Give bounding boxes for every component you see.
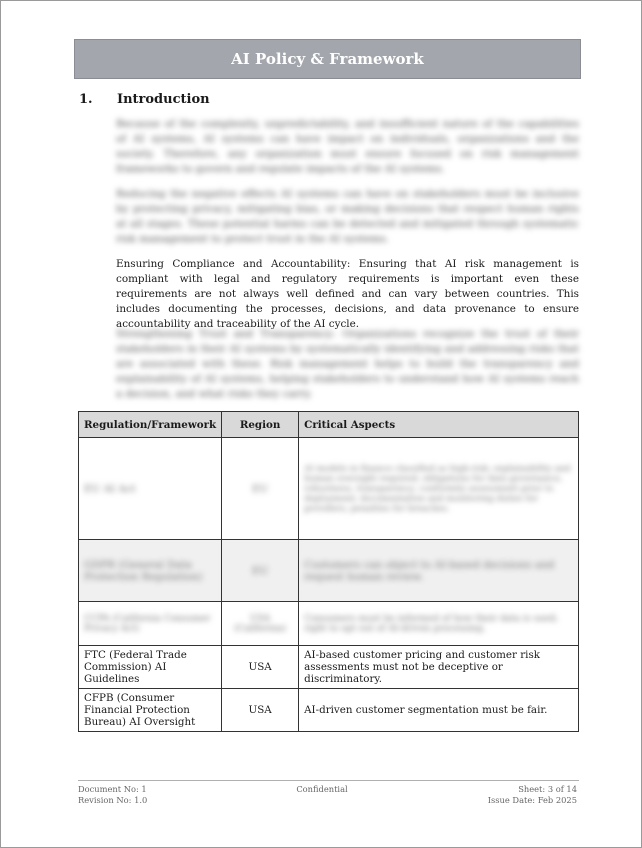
cell-aspects: Consumers must be informed of how their data is used; right to opt out of AI-driven processing. [299, 602, 579, 646]
regulation-table [78, 411, 579, 732]
footer-right [488, 784, 577, 806]
document-title: AI Policy & Framework [231, 50, 424, 68]
paragraph-blurred-3: Strengthening Trust and Transparency: Organizations recognize the trust of their stakeholders in their AI systems by systematically identifying and addressing risks that are associated with these. Risk management helps to build the transparency and explainability of AI systems, helping stakeholders to understand how AI systems reach a decision, and what risks they carry. [116, 328, 579, 400]
cell-framework: EU AI Act [79, 438, 222, 540]
table-row [79, 689, 579, 732]
header-aspects: Critical Aspects [299, 412, 579, 438]
title-banner [74, 39, 581, 79]
cell-region: USA [222, 646, 299, 689]
issue-date: Issue Date: Feb 2025 [487, 795, 577, 805]
paragraph-compliance: Ensuring Compliance and Accountability: Ensuring that AI risk management is compliant with legal and regulatory requirements is important even these requirements are not always well defined and can vary between countries. This includes documenting the processes, decisions, and data provenance to ensure accountability and traceability of the AI cycle. [116, 258, 579, 330]
classification-label: Confidential [296, 784, 348, 794]
footer-divider [78, 780, 579, 781]
cell-aspects: AI-based customer pricing and customer risk assessments must not be deceptive or discriminatory. [299, 646, 579, 689]
cell-region: EU [222, 438, 299, 540]
revision-number: Revision No: 1.0 [78, 795, 148, 805]
paragraph-blurred-1: Because of the complexity, unpredictability, and insufficient nature of the capabilities of AI systems, AI systems can have impact on individuals, organizations and the society. Therefore, any organization must ensure focused on risk management frameworks to govern and regulate impacts of the AI systems. [116, 118, 579, 175]
document-number: Document No: 1 [78, 784, 147, 794]
section-heading [79, 92, 210, 107]
cell-region: USA (California) [222, 602, 299, 646]
table-row [79, 438, 579, 540]
cell-aspects: Customers can object to AI-based decisions and request human review. [299, 540, 579, 602]
cell-framework: FTC (Federal Trade Commission) AI Guidelines [79, 646, 222, 689]
cell-framework: GDPR (General Data Protection Regulation) [79, 540, 222, 602]
table-row [79, 646, 579, 689]
table-header-row [79, 412, 579, 438]
header-framework: Regulation/Framework [79, 412, 222, 438]
cell-framework: CFPB (Consumer Financial Protection Bureau) AI Oversight [79, 689, 222, 732]
section-title: Introduction [117, 92, 210, 107]
sheet-number: Sheet: 3 of 14 [518, 784, 577, 794]
cell-region: USA [222, 689, 299, 732]
paragraph-blurred-2: Reducing the negative effects AI systems can have on stakeholders must be inclusive by protecting privacy, mitigating bias, or making decisions that respect human rights at all stages. These potential harms can be detected and mitigated through systematic risk management to protect trust in the AI systems. [116, 188, 579, 245]
table-row [79, 602, 579, 646]
table-row [79, 540, 579, 602]
cell-aspects: AI models in finance classified as high-risk; explainability and human oversight required; obligations for data governance, robustness, transparency; conformity assessment prior to deployment; documentation and monitoring duties for providers; penalties for breaches. [299, 438, 579, 540]
header-region: Region [222, 412, 299, 438]
cell-aspects: AI-driven customer segmentation must be fair. [299, 689, 579, 732]
cell-region: EU [222, 540, 299, 602]
cell-framework: CCPA (California Consumer Privacy Act) [79, 602, 222, 646]
section-number: 1. [79, 92, 93, 107]
